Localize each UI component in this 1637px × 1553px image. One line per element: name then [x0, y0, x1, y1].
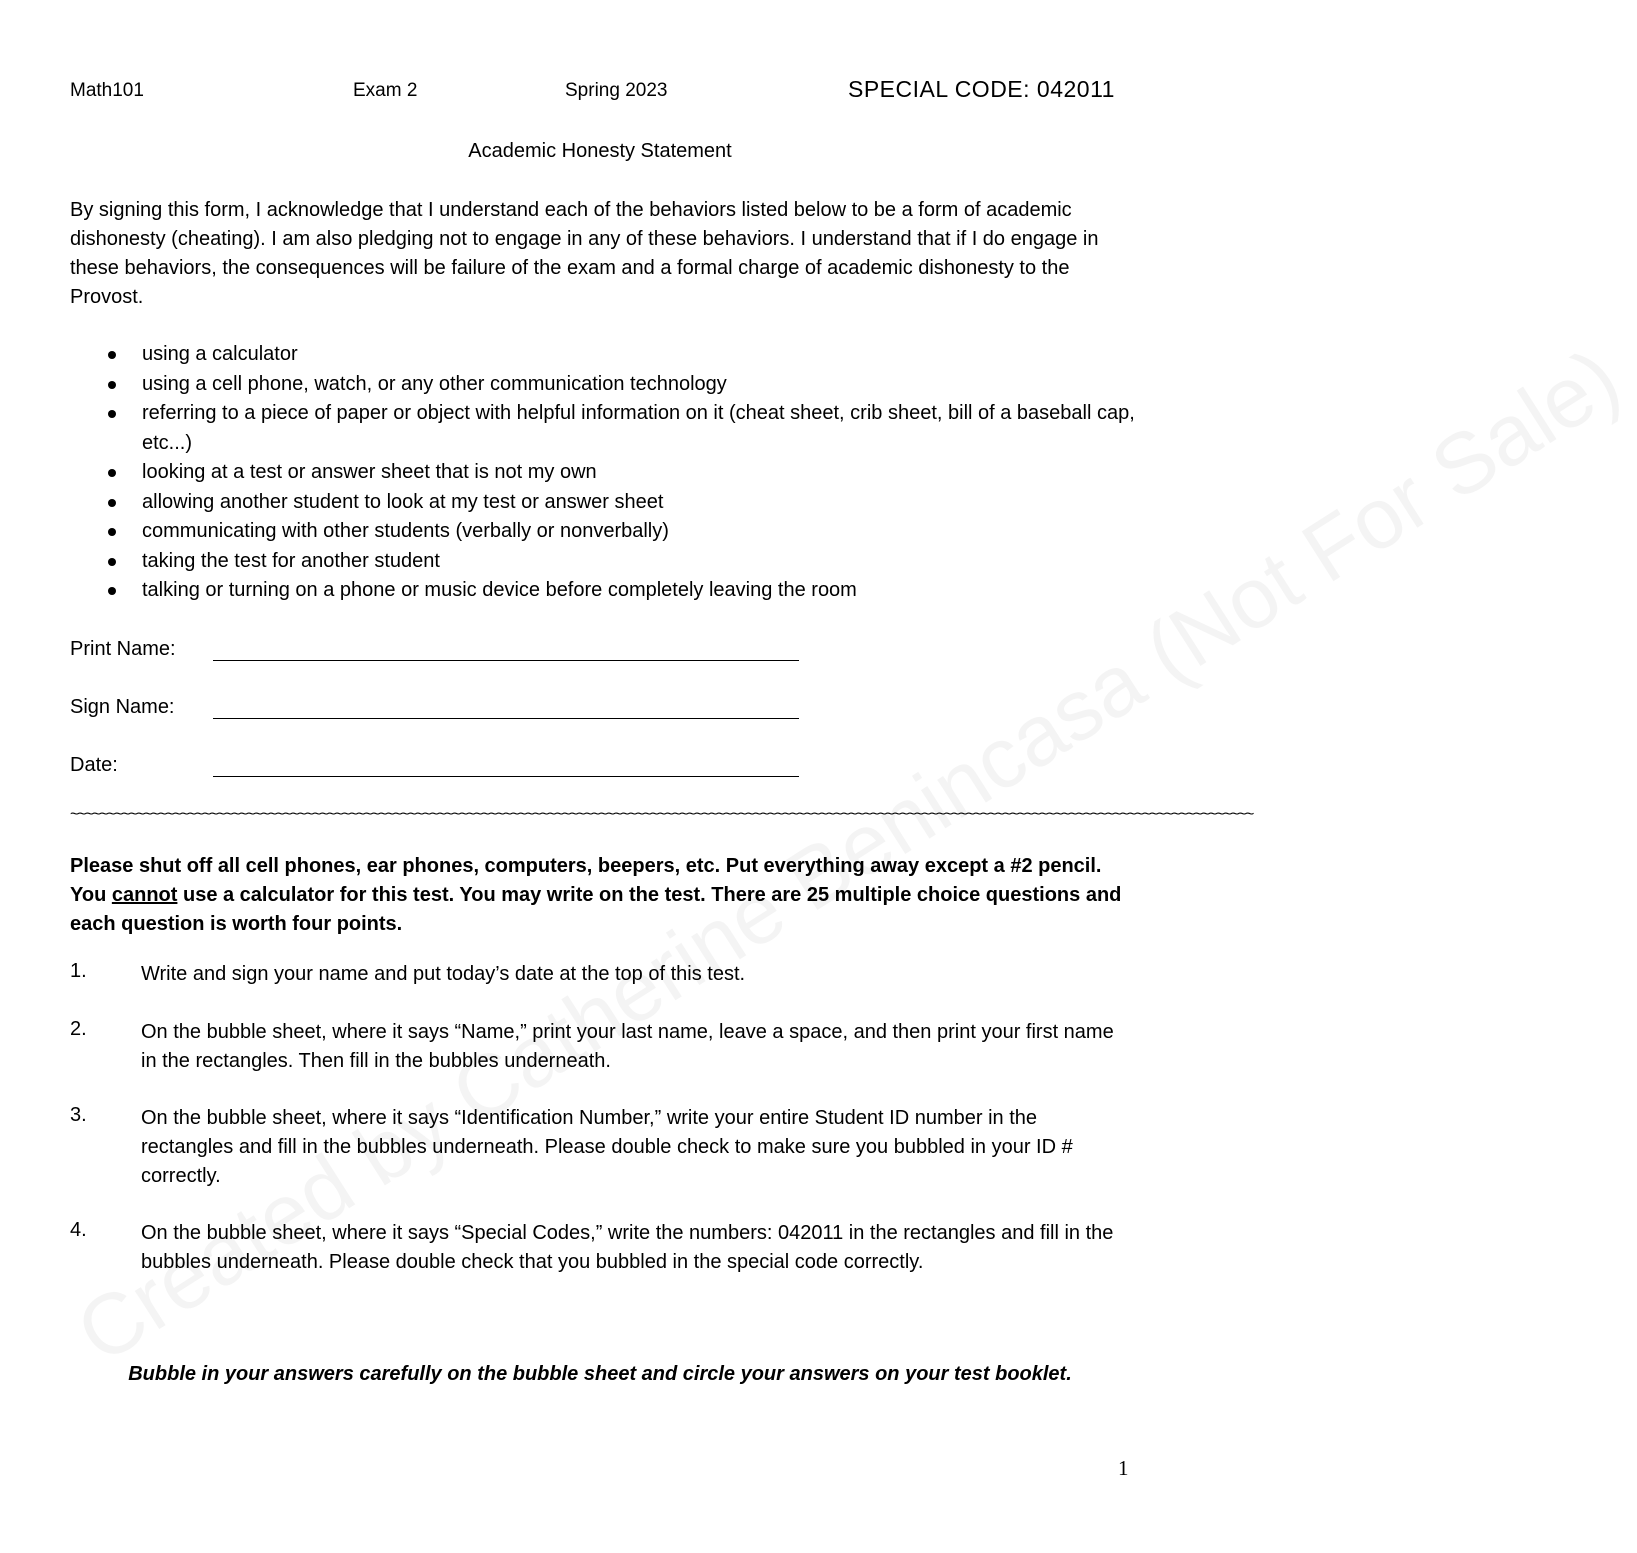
bullet-icon — [108, 381, 116, 389]
instructions-line1: Please shut off all cell phones, ear phones, computers, beepers, etc. Put everything away except a #2 pencil. — [70, 855, 1102, 877]
bullet-icon — [108, 528, 116, 536]
instructions-line2-pre: You — [70, 884, 112, 906]
behavior-text: using a cell phone, watch, or any other communication technology — [142, 372, 727, 395]
step-number: 4. — [70, 1219, 87, 1241]
bullet-icon — [108, 499, 116, 507]
list-item — [70, 488, 1135, 518]
course-label: Math101 — [70, 80, 144, 101]
step-number: 1. — [70, 960, 87, 982]
instructions-line2-post: use a calculator for this test. You may write on the test. There are 25 multiple choice questions and each question is worth four points. — [70, 884, 1122, 935]
print-name-label: Print Name: — [70, 638, 176, 660]
statement-title: Academic Honesty Statement — [468, 140, 732, 162]
behavior-text: taking the test for another student — [142, 549, 440, 572]
term-label: Spring 2023 — [565, 80, 668, 101]
step-text: On the bubble sheet, where it says “Identification Number,” write your entire Student ID number in the rectangles and fill in the bubbles underneath. Please double check to make sure you bubbled in your ID # correctly. — [141, 1107, 1073, 1187]
footer-note: Bubble in your answers carefully on the bubble sheet and circle your answers on your test booklet. — [128, 1363, 1072, 1385]
print-name-field[interactable] — [213, 660, 799, 661]
step-number: 3. — [70, 1104, 87, 1126]
exam-instructions — [70, 852, 1135, 939]
step-text: Write and sign your name and put today’s date at the top of this test. — [141, 963, 746, 985]
list-item — [70, 340, 1135, 370]
date-field[interactable] — [213, 776, 799, 777]
date-label: Date: — [70, 754, 118, 776]
behavior-text: communicating with other students (verbally or nonverbally) — [142, 520, 669, 542]
bullet-icon — [108, 351, 116, 359]
list-item — [70, 399, 1135, 458]
sign-name-label: Sign Name: — [70, 696, 175, 718]
bullet-icon — [108, 469, 116, 477]
list-item — [70, 458, 1135, 488]
bullet-icon — [108, 410, 116, 418]
behavior-text: referring to a piece of paper or object with helpful information on it (cheat sheet, crib sheet, bill of a baseball cap, etc...) — [142, 402, 1135, 454]
list-item — [70, 576, 1135, 606]
behavior-text: talking or turning on a phone or music device before completely leaving the room — [142, 579, 857, 601]
behavior-text: allowing another student to look at my test or answer sheet — [142, 490, 664, 513]
statement-intro: By signing this form, I acknowledge that I understand each of the behaviors listed below to be a form of academic dishonesty (cheating). I am also pledging not to engage in any of these behaviors. I understand that if I do engage in these behaviors, the consequences will be failure of the exam and a formal charge of academic dishonesty to the Provost. — [70, 199, 1099, 308]
list-item — [70, 547, 1135, 577]
step-number: 2. — [70, 1018, 87, 1040]
behaviors-list — [70, 340, 1135, 606]
page-number: 1 — [1118, 1456, 1129, 1480]
list-item — [70, 370, 1135, 400]
bullet-icon — [108, 558, 116, 566]
special-code: SPECIAL CODE: 042011 — [848, 76, 1115, 102]
bullet-icon — [108, 587, 116, 595]
list-item — [70, 517, 1135, 547]
step-text: On the bubble sheet, where it says “Special Codes,” write the numbers: 042011 in the rectangles and fill in the bubbles underneath. Please double check that you bubbled in the special code correctly. — [141, 1222, 1114, 1273]
sign-name-field[interactable] — [213, 718, 799, 719]
cannot-emphasis: cannot — [111, 884, 178, 906]
step-text: On the bubble sheet, where it says “Name,” print your last name, leave a space, and then print your first name in the rectangles. Then fill in the bubbles underneath. — [141, 1021, 1114, 1072]
exam-label: Exam 2 — [353, 80, 418, 101]
behavior-text: looking at a test or answer sheet that is not my own — [142, 461, 597, 483]
tilde-divider: ~~~~~~~~~~~~~~~~~~~~~~~~~~~~~~~~~~~~~~~~~~~~~~~~~~~~~~~~~~~~~~~~~~~~~~~~~~~~~~~~~~~~~~~~~~~~~~~~~~~~~~~~~~~~~~~~~~~~~~~~~~~~~~~~~~~~~~~~~~~~~~~~~~~~~~~~~~~~~~~~~ — [70, 806, 1253, 823]
behavior-text: using a calculator — [142, 343, 298, 365]
